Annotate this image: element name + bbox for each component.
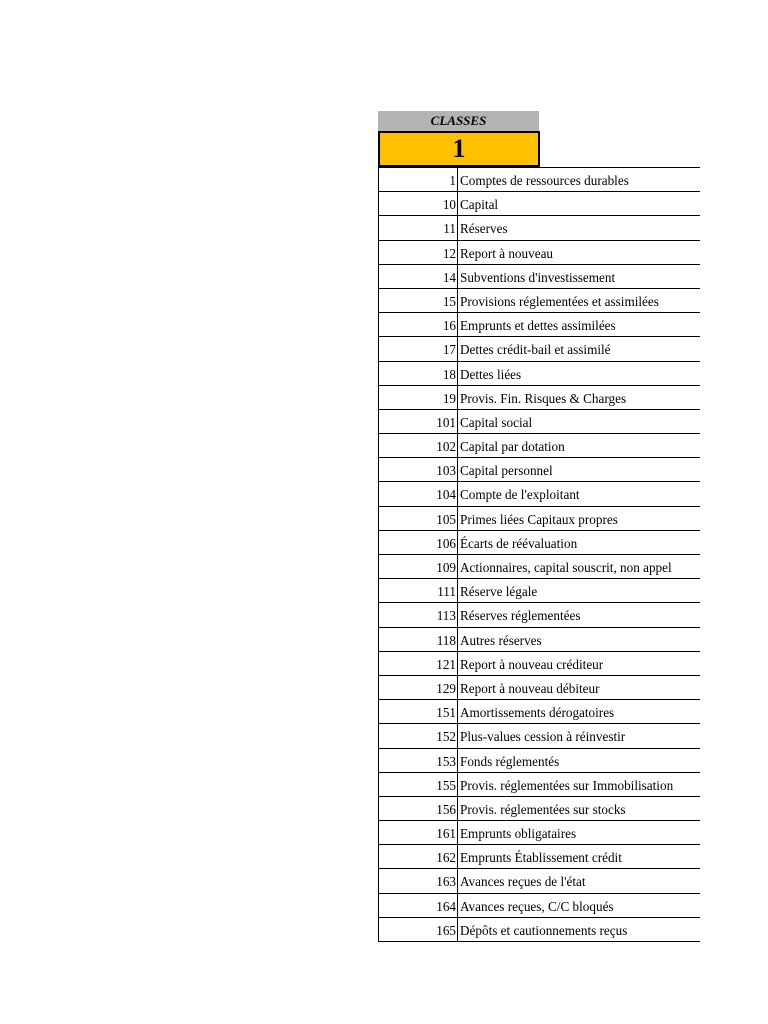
account-code: 165 xyxy=(378,918,458,941)
account-code: 111 xyxy=(378,579,458,602)
account-row xyxy=(378,579,700,603)
account-row xyxy=(378,749,700,773)
account-label: Fonds réglementés xyxy=(460,753,560,769)
account-label: Plus-values cession à réinvestir xyxy=(460,729,626,745)
account-code: 18 xyxy=(378,362,458,385)
account-row xyxy=(378,603,700,627)
account-row xyxy=(378,700,700,724)
account-label: Primes liées Capitaux propres xyxy=(460,511,618,527)
account-row xyxy=(378,821,700,845)
account-label: Dépôts et cautionnements reçus xyxy=(460,922,628,938)
classes-header: CLASSES xyxy=(378,111,539,131)
account-label: Emprunts Établissement crédit xyxy=(460,850,622,866)
account-code: 1 xyxy=(378,168,458,191)
account-code: 104 xyxy=(378,482,458,505)
account-row xyxy=(378,555,700,579)
account-row xyxy=(378,410,700,434)
account-row xyxy=(378,724,700,748)
account-row xyxy=(378,434,700,458)
account-row xyxy=(378,918,700,942)
account-row xyxy=(378,362,700,386)
account-row xyxy=(378,386,700,410)
account-label: Provis. Fin. Risques & Charges xyxy=(460,390,627,406)
account-label: Provisions réglementées et assimilées xyxy=(460,293,659,309)
account-label: Capital xyxy=(460,197,499,213)
accounts-table xyxy=(378,168,700,942)
account-label: Emprunts et dettes assimilées xyxy=(460,318,616,334)
account-code: 10 xyxy=(378,192,458,215)
account-label: Avances reçues, C/C bloqués xyxy=(460,898,614,914)
account-label: Écarts de réévaluation xyxy=(460,535,578,551)
account-row xyxy=(378,507,700,531)
account-label: Capital personnel xyxy=(460,463,553,479)
account-row xyxy=(378,773,700,797)
account-label: Comptes de ressources durables xyxy=(460,173,629,188)
account-code: 156 xyxy=(378,797,458,820)
account-code: 121 xyxy=(378,652,458,675)
account-label: Capital social xyxy=(460,414,533,430)
account-row xyxy=(378,797,700,821)
account-code: 19 xyxy=(378,386,458,409)
account-row xyxy=(378,458,700,482)
account-label: Provis. réglementées sur stocks xyxy=(460,801,626,817)
account-row xyxy=(378,289,700,313)
account-row xyxy=(378,676,700,700)
account-row xyxy=(378,241,700,265)
account-row xyxy=(378,845,700,869)
account-code: 12 xyxy=(378,241,458,264)
account-code: 155 xyxy=(378,773,458,796)
account-label: Autres réserves xyxy=(460,632,542,648)
account-row xyxy=(378,337,700,361)
account-label: Report à nouveau débiteur xyxy=(460,680,600,696)
account-row xyxy=(378,652,700,676)
class-number-cell: 1 xyxy=(378,131,540,167)
account-code: 163 xyxy=(378,869,458,892)
account-label: Provis. réglementées sur Immobilisation xyxy=(460,777,674,793)
account-code: 152 xyxy=(378,724,458,747)
account-code: 164 xyxy=(378,894,458,917)
account-row xyxy=(378,531,700,555)
account-code: 151 xyxy=(378,700,458,723)
account-code: 103 xyxy=(378,458,458,481)
account-row xyxy=(378,628,700,652)
account-label: Dettes liées xyxy=(460,366,522,382)
account-label: Emprunts obligataires xyxy=(460,826,577,842)
account-code: 162 xyxy=(378,845,458,868)
account-code: 113 xyxy=(378,603,458,626)
account-row xyxy=(378,313,700,337)
account-label: Réserves réglementées xyxy=(460,608,581,624)
account-label: Amortissements dérogatoires xyxy=(460,705,615,721)
account-code: 16 xyxy=(378,313,458,336)
account-code: 129 xyxy=(378,676,458,699)
account-row xyxy=(378,894,700,918)
account-label: Report à nouveau xyxy=(460,245,554,261)
account-code: 106 xyxy=(378,531,458,554)
account-code: 102 xyxy=(378,434,458,457)
account-label: Report à nouveau créditeur xyxy=(460,656,604,672)
account-row xyxy=(378,265,700,289)
account-label: Actionnaires, capital souscrit, non appel xyxy=(460,560,672,575)
account-label: Compte de l'exploitant xyxy=(460,487,580,503)
account-code: 11 xyxy=(378,216,458,239)
account-row xyxy=(378,192,700,216)
account-code: 17 xyxy=(378,337,458,360)
account-label: Capital par dotation xyxy=(460,439,565,455)
account-row xyxy=(378,216,700,240)
account-label: Réserves xyxy=(460,221,508,237)
account-code: 109 xyxy=(378,555,458,578)
account-row xyxy=(378,869,700,893)
account-label: Subventions d'investissement xyxy=(460,269,616,285)
account-code: 15 xyxy=(378,289,458,312)
account-row xyxy=(378,168,700,192)
account-code: 14 xyxy=(378,265,458,288)
account-code: 118 xyxy=(378,628,458,651)
account-code: 101 xyxy=(378,410,458,433)
account-code: 105 xyxy=(378,507,458,530)
account-code: 153 xyxy=(378,749,458,772)
account-row xyxy=(378,482,700,506)
account-label: Avances reçues de l'état xyxy=(460,874,586,890)
account-code: 161 xyxy=(378,821,458,844)
account-label: Réserve légale xyxy=(460,584,538,600)
account-label: Dettes crédit-bail et assimilé xyxy=(460,342,611,358)
